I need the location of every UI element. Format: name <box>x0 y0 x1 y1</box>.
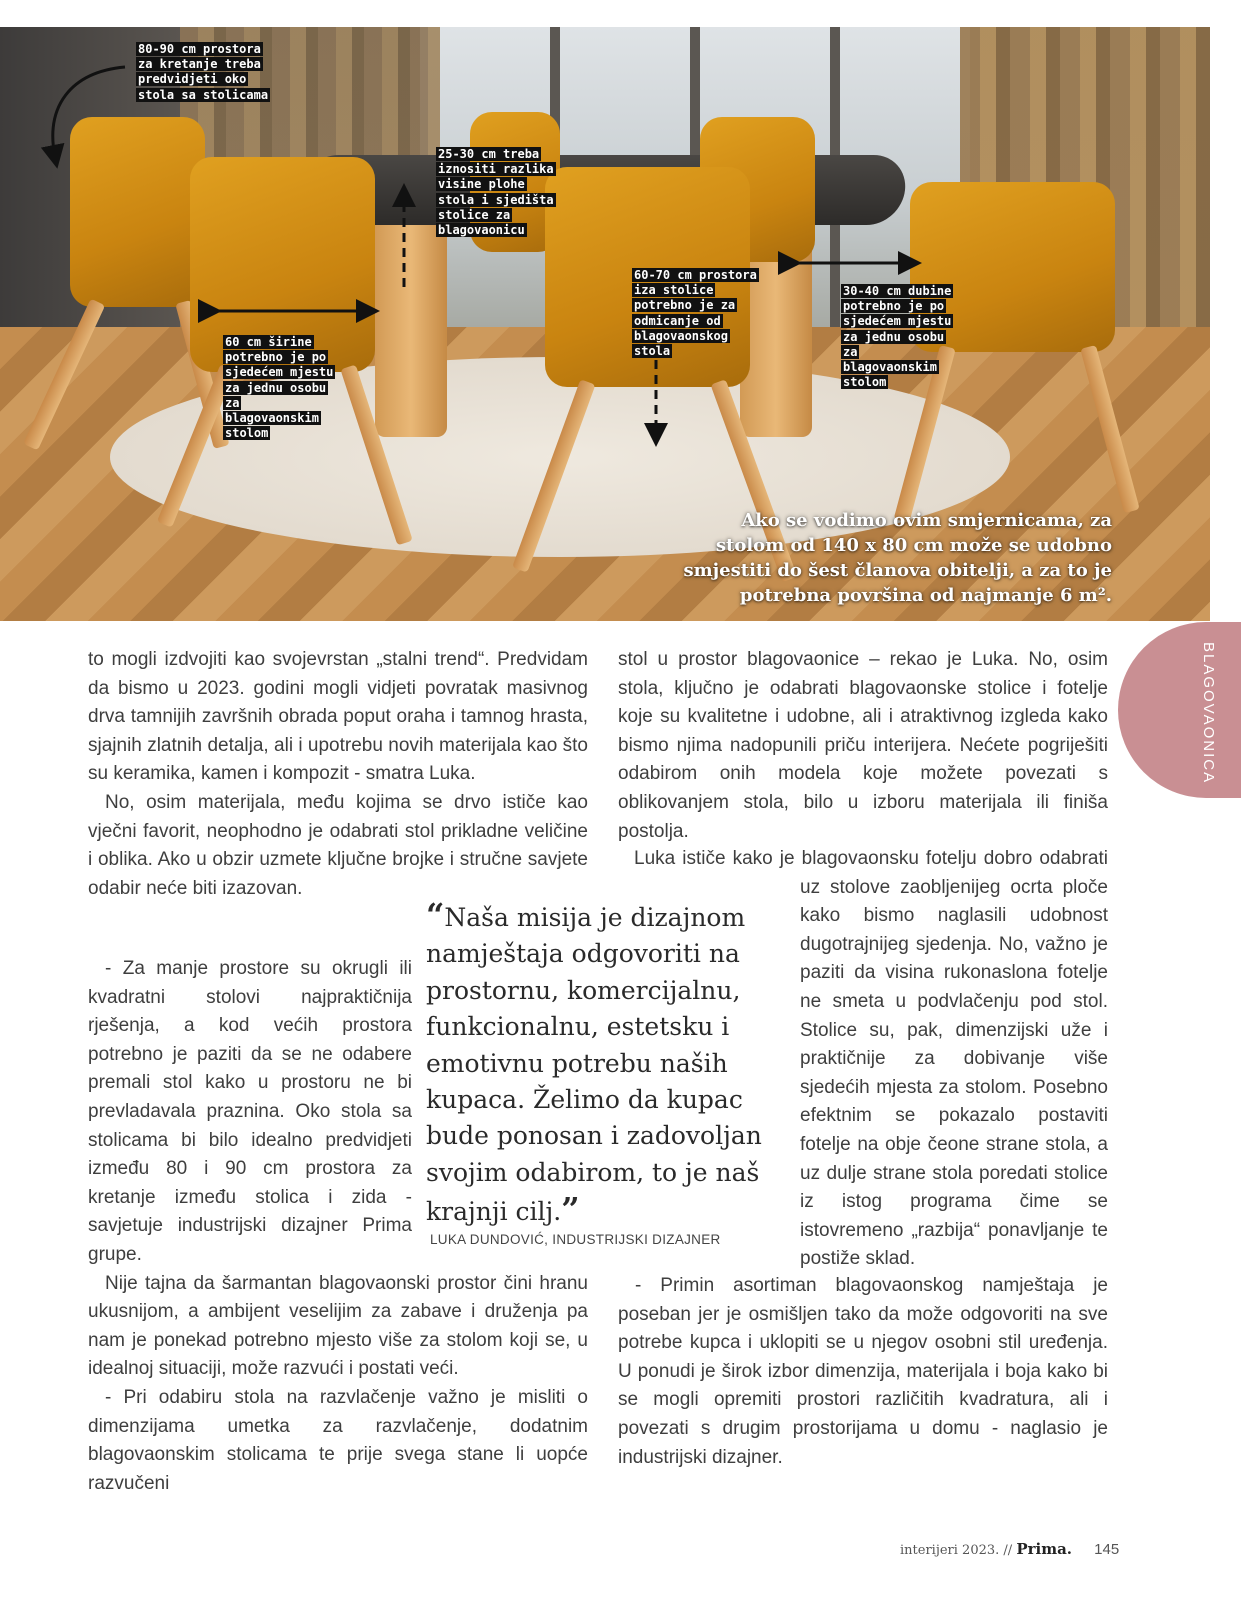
paragraph: - Primin asortiman blagovaonskog namještaja je poseban jer je osmišljen tako da može odgovoriti na sve potrebe kupca i uklopiti se u njegov osobni stil uređenja. U ponudi je širok izbor dimenzija, materijala i boja kako bi se mogli opremiti prostori različitih kvadratura, ali i povezati s drugim prostorijama u domu - naglasio je industrijski dizajner. <box>618 1275 1108 1468</box>
open-quote-mark: “ <box>426 896 445 934</box>
pull-quote-text: Naša misija je dizajnom namještaja odgovoriti na prostornu, komercijalnu, funkcionalnu, estetsku i emotivnu potrebu naših kupaca. Želimo da kupac bude ponosan i zadovoljan svojim odabirom, to je naš krajnji cilj. <box>426 903 762 1227</box>
paragraph: Luka ističe kako je blagovaonsku fotelju dobro odabrati uz stolove zaobljenijeg ocrta ploče kako bismo naglasili udobnost dugotrajnijeg sjedenja. No, važno je paziti da visina rukonaslona fotelje ne smeta u podvlačenju pod stol. Stolice su, pak, dimenzijski uže i praktičnije za dobivanje više sjedećih mjesta za stolom. Posebno efektnim se pokazalo postaviti fotelje na obje čeone strane stola, a uz dulje strane stola poredati stolice iz istog programa čime se istovremeno „razbija“ ponavljanje te postiže sklad. <box>634 848 1108 1270</box>
label-walkway: 80-90 cm prostora za kretanje treba predvidjeti oko stola sa stolicama <box>138 42 269 102</box>
paragraph: stol u prostor blagovaonice – rekao je Luka. No, osim stola, ključno je odabrati blagovaonske stolice i fotelje koje su kvalitetne i udobne, ali i atraktivnog izgleda kako bismo njima nadopunili priču interijera. Nećete pogriješiti odabirom onih modela koje možete povezati s oblikovanjem stola, bilo u izboru materijala ili finiša postolja. <box>618 649 1108 842</box>
section-tab <box>1118 622 1241 798</box>
right-column-bottom <box>618 1272 1108 1472</box>
label-height-difference: 25-30 cm treba iznositi razlika visine plohe stola i sjedišta stolice za blagovaonicu <box>438 147 554 238</box>
issue-name: interijeri 2023. <box>900 1543 1000 1558</box>
brand-logo: Prima. <box>1016 1540 1073 1558</box>
label-seat-depth: 30-40 cm dubine potrebno je po sjedećem mjestu za jednu osobu za blagovaonskim stolom <box>843 284 952 390</box>
paragraph: - Za manje prostore su okrugli ili kvadratni stolovi najpraktičnija rješenja, a kod većih prostora potrebno je paziti da se ne odabere premali stol kako u prostoru ne bi prevladavala praznina. Oko stola sa stolicama bi bilo idealno predvidjeti između 80 i 90 cm prostora za kretanje između stolica i zida - savjetuje industrijski dizajner Prima grupe. <box>88 958 412 1265</box>
page-footer <box>900 1540 1119 1558</box>
label-seat-width: 60 cm širine potrebno je po sjedećem mjestu za jednu osobu za blagovaonskim stolom <box>225 335 334 441</box>
paragraph: to mogli izdvojiti kao svojevrstan „stalni trend“. Predvidam da bismo u 2023. godini mogli vidjeti povratak masivnog drva tamnijih završnih obrada poput oraha i tamnog hrasta, sjajnih zlatnih detalja, ali i upotrebu novih materijala kao što su keramika, kamen i kompozit - smatra Luka. <box>88 649 588 785</box>
footer-separator: // <box>1003 1543 1013 1558</box>
page-number: 145 <box>1094 1541 1120 1558</box>
paragraph: - Pri odabiru stola na razvlačenje važno je misliti o dimenzijama umetka za razvlačenje, dodatnim blagovaonskim stolicama te prije svega stane li uopće razvučeni <box>88 1386 588 1494</box>
close-quote-mark: ” <box>561 1190 580 1229</box>
photo-caption: Ako se vodimo ovim smjernicama, za stolom od 140 x 80 cm može se udobno smjestiti do šest članova obitelji, a za to je potrebna površina od najmanje 6 m². <box>683 510 1112 606</box>
right-column-narrow <box>634 845 1108 1274</box>
hero-photo <box>0 27 1210 621</box>
paragraph: No, osim materijala, među kojima se drvo ističe kao vječni favorit, neophodno je odabrati stol prikladne veličine i oblika. Ako u obzir uzmete ključne brojke i stručne savjete odabir neće biti izazovan. <box>88 791 588 899</box>
section-tab-label: BLAGOVAONICA <box>1200 642 1217 785</box>
left-column-top <box>88 646 588 903</box>
quote-author: LUKA DUNDOVIĆ, INDUSTRIJSKI DIZAJNER <box>430 1232 721 1247</box>
right-column-top <box>618 646 1108 846</box>
pull-quote <box>426 897 776 1231</box>
paragraph: Nije tajna da šarmantan blagovaonski prostor čini hranu ukusnijom, a ambijent veselijim za zabave i druženja pa nam je ponekad potrebno mjesto više za stolom koji se, u idealnoj situaciji, može razvući i postati veći. <box>88 1272 588 1380</box>
label-behind-chair: 60-70 cm prostora iza stolice potrebno je za odmicanje od blagovaonskog stola <box>634 268 757 359</box>
